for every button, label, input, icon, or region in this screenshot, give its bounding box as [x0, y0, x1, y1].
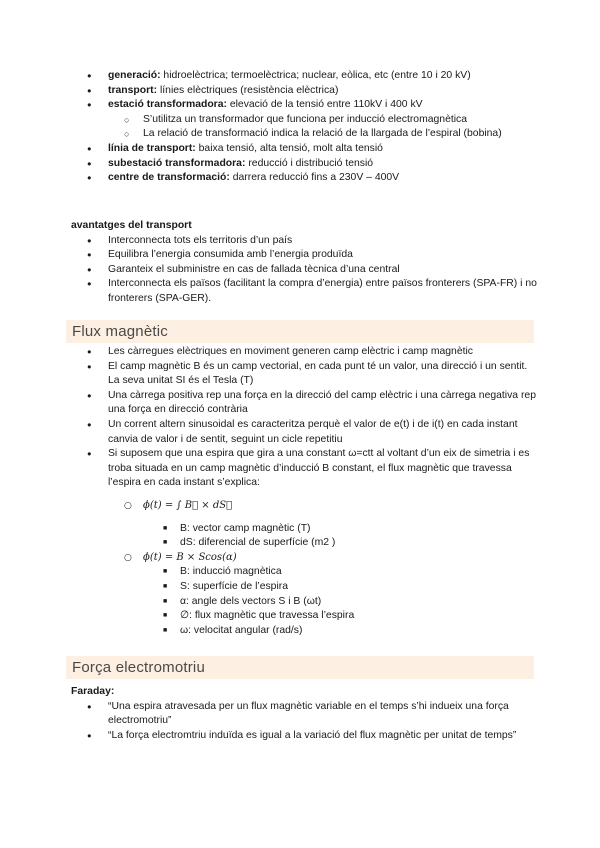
list-item: ● subestació transformadora: reducció i distribució tensió	[0, 157, 600, 172]
list-item: ● Una càrrega positiva rep una força en la direcció del camp elèctric i una càrrega negativa rep una força en direcció contrària	[0, 389, 600, 418]
sub-list-item: ○ La relació de transformació indica la relació de la llargada de l’espiral (bobina)	[0, 127, 600, 142]
list-item: ● estació transformadora: elevació de la tensió entre 110kV i 400 kV	[0, 98, 600, 113]
sub-sub-list-item: ■ dS: diferencial de superfície (m2 )	[0, 536, 600, 551]
flux-heading	[66, 320, 534, 343]
flux-heading-text: Flux magnètic	[72, 323, 168, 340]
list-item: ● Equilibra l’energia consumida amb l’energia produïda	[0, 248, 600, 263]
advantages-title: avantatges del transport	[71, 220, 192, 231]
formula-flux-cos: ○ ϕ(t) = B × Scos(α)	[0, 551, 600, 566]
emf-heading	[66, 656, 534, 679]
list-item: ● línia de transport: baixa tensió, alta tensió, molt alta tensió	[0, 142, 600, 157]
list-item: ● Si suposem que una espira que gira a una constant ω=ctt al voltant d’un eix de simetria i es troba situada en un camp magnètic d’inducció B constant, el flux magnètic que travessa l’espira en cada instant s’explica:	[0, 447, 600, 491]
sub-sub-list-item: ■ B: inducció magnètica	[0, 565, 600, 580]
list-item: ● transport: línies elèctriques (resistència elèctrica)	[0, 84, 600, 99]
sub-sub-list-item: ■ B: vector camp magnètic (T)	[0, 522, 600, 537]
list-item: ● Un corrent altern sinusoidal es caracteritza perquè el valor de e(t) i de i(t) en cada instant canvia de valor i de sentit, seguint un cicle repetitiu	[0, 418, 600, 447]
list-item: ● Garanteix el subministre en cas de fallada tècnica d’una central	[0, 263, 600, 278]
flux-list	[0, 345, 600, 638]
formula-flux-integral: ○ ϕ(t) = ∫ B⃗ × dS⃗	[0, 499, 600, 514]
list-item: ● “Una espira atravesada per un flux magnètic variable en el temps s’hi indueix una força electromotriu”	[0, 700, 600, 729]
list-item: ● centre de transformació: darrera reducció fins a 230V – 400V	[0, 171, 600, 186]
advantages-section	[0, 219, 600, 307]
faraday-list	[0, 700, 600, 744]
sub-sub-list-item: ■ S: superfície de l’espira	[0, 580, 600, 595]
list-item: ● El camp magnètic B és un camp vectorial, en cada punt té un valor, una direcció i un sentit. La seva unitat SI és el Tesla (T)	[0, 360, 600, 389]
list-item: ● generació: hidroelèctrica; termoelèctrica; nuclear, eòlica, etc (entre 10 i 20 kV)	[0, 69, 600, 84]
sub-sub-list-item: ■ ω: velocitat angular (rad/s)	[0, 624, 600, 639]
advantages-list	[0, 234, 600, 307]
faraday-title: Faraday:	[71, 686, 115, 697]
list-item: ● Interconnecta els països (facilitant la compra d’energia) entre països fronterers (SPA-FR) i no fronterers (SPA-GER).	[0, 277, 600, 306]
faraday-section	[0, 685, 600, 743]
list-item: ● Interconnecta tots els territoris d’un país	[0, 234, 600, 249]
list-item: ● Les càrregues elèctriques en moviment generen camp elèctric i camp magnètic	[0, 345, 600, 360]
list-item: ● “La força electromtriu induïda es igual a la variació del flux magnètic per unitat de temps”	[0, 729, 600, 744]
emf-heading-text: Força electromotriu	[72, 659, 206, 676]
sub-sub-list-item: ■ α: angle dels vectors S i B (ωt)	[0, 595, 600, 610]
sub-list-item: ○ S’utilitza un transformador que funciona per inducció electromagnètica	[0, 113, 600, 128]
energy-chain-list	[0, 69, 600, 186]
sub-sub-list-item: ■ ∅: flux magnètic que travessa l’espira	[0, 609, 600, 624]
